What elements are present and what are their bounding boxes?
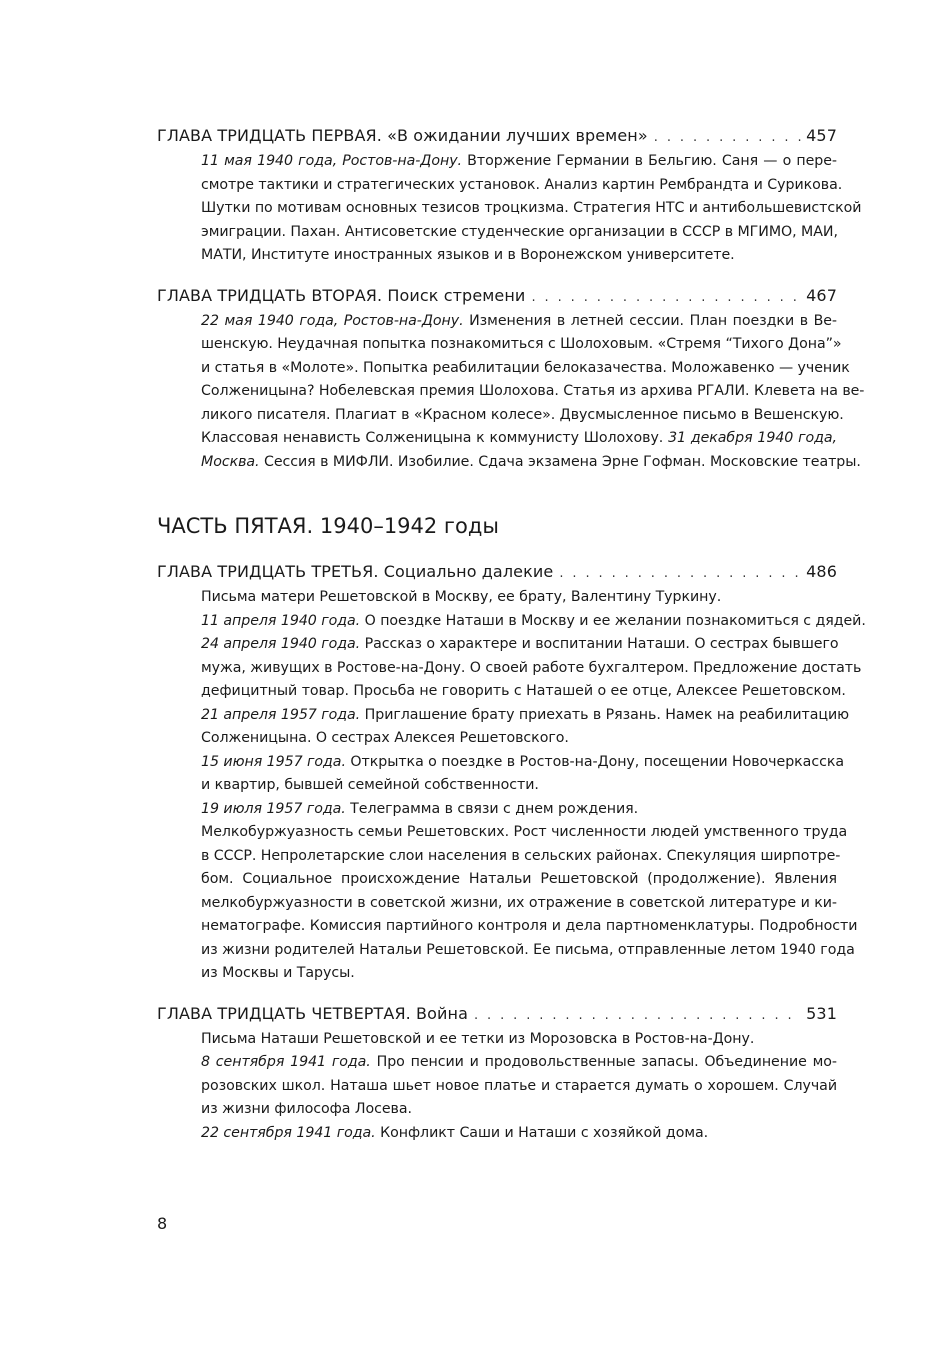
- part-heading: [157, 512, 837, 540]
- chapter-heading: ГЛАВА ТРИДЦАТЬ ПЕРВАЯ. «В ожидании лучших времен»: [157, 126, 648, 145]
- summary-line: [201, 798, 837, 822]
- summary-text: из жизни философа Лосева.: [201, 1101, 412, 1117]
- summary-line: [201, 310, 837, 334]
- summary-line: [201, 680, 846, 704]
- summary-line: [201, 1051, 837, 1075]
- summary-line: [201, 845, 841, 869]
- toc-entry: [157, 560, 866, 986]
- summary-line: [201, 1122, 837, 1146]
- summary-line: [201, 704, 850, 728]
- summary-text: Рассказ о характере и воспитании Наташи. О сестрах бывшего: [360, 636, 839, 652]
- chapter-label: ГЛАВА ТРИДЦАТЬ ТРЕТЬЯ: [157, 562, 374, 581]
- summary-text: мужа, живущих в Ростове-на-Дону. О своей работе бухгалтером. Предложение достать: [201, 659, 862, 676]
- summary-text: Шутки по мотивам основных тезисов троцкизма. Стратегия НТС и антибольшевистской: [201, 200, 862, 216]
- summary-date: 15 июня 1957 года.: [201, 753, 346, 770]
- summary-text: розовских школ. Наташа шьет новое платье и старается думать о хорошем. Случай: [201, 1077, 837, 1094]
- summary-line: [201, 221, 837, 245]
- summary-date: 19 июля 1957 года.: [201, 800, 346, 817]
- chapter-page-number: 486: [806, 562, 837, 581]
- summary-date: 8 сентября 1941 года.: [201, 1054, 371, 1070]
- summary-text: ликого писателя. Плагиат в «Красном колесе». Двусмысленное письмо в Вешенскую.: [201, 406, 844, 423]
- summary-text: и квартир, бывшей семейной собственности.: [201, 777, 539, 793]
- summary-line: [201, 404, 844, 428]
- summary-text: мелкобуржуазности в советской жизни, их отражение в советской литературе и ки-: [201, 894, 837, 911]
- summary-text: и статья в «Молоте». Попытка реабилитации белоказачества. Моложавенко — ученик: [201, 359, 850, 376]
- summary-text: МАТИ, Институте иностранных языков и в Воронежском университете.: [201, 247, 735, 263]
- summary-text: Письма Наташи Решетовской и ее тетки из Морозовска в Ростов-на-Дону.: [201, 1030, 755, 1047]
- toc-entry-heading: [157, 1002, 837, 1028]
- chapter-label: ГЛАВА ТРИДЦАТЬ ЧЕТВЕРТАЯ: [157, 1003, 406, 1023]
- summary-line: [201, 380, 865, 404]
- summary-line: [201, 892, 837, 916]
- chapter-title: Социально далекие: [383, 562, 554, 581]
- summary-text: из Москвы и Тарусы.: [201, 965, 355, 981]
- summary-line: [201, 633, 837, 657]
- summary-line: [201, 197, 862, 221]
- table-of-contents: [157, 124, 866, 1145]
- summary-line: [201, 1098, 837, 1122]
- toc-entry-heading: [157, 284, 837, 310]
- summary-text: Открытка о поездке в Ростов-на-Дону, посещении Новочеркасска: [345, 753, 844, 770]
- chapter-title: «В ожидании лучших времен»: [387, 126, 648, 145]
- summary-line: [201, 333, 842, 357]
- summary-line: [201, 427, 837, 451]
- summary-text: Сессия в МИФЛИ. Изобилие. Сдача экзамена Эрне Гофман. Московские театры.: [259, 453, 861, 470]
- toc-entry: [157, 284, 865, 475]
- chapter-summary: [201, 586, 866, 986]
- summary-date: 11 мая 1940 года, Ростов-на-Дону.: [201, 153, 462, 169]
- toc-entry: [157, 124, 862, 268]
- summary-line: [201, 751, 844, 775]
- summary-text: Солженицына. О сестрах Алексея Решетовского.: [201, 730, 569, 746]
- chapter-summary: [201, 310, 865, 475]
- dot-leader: [474, 1004, 802, 1028]
- summary-date: 22 мая 1940 года, Ростов-на-Дону.: [201, 312, 464, 329]
- summary-line: [201, 962, 837, 986]
- summary-text: Конфликт Саши и Наташи с хозяйкой дома.: [375, 1124, 709, 1141]
- summary-text: Классовая ненависть Солженицына к коммунисту Шолохову.: [201, 430, 669, 446]
- dot-leader: [559, 562, 802, 586]
- dot-leader: [531, 286, 802, 310]
- summary-text: О поездке Наташи в Москву и ее желании познакомиться с дядей.: [360, 612, 866, 629]
- chapters-top: [157, 124, 865, 474]
- summary-text: Вторжение Германии в Бельгию. Саня — о пере-: [462, 153, 838, 169]
- summary-date: Москва.: [201, 453, 260, 470]
- summary-text: нематографе. Комиссия партийного контроля и дела партноменклатуры. Подробности: [201, 918, 858, 934]
- summary-line: [201, 821, 848, 845]
- summary-line: [201, 1028, 837, 1052]
- chapter-heading: ГЛАВА ТРИДЦАТЬ ЧЕТВЕРТАЯ. Война: [157, 1003, 468, 1023]
- summary-text: Про пенсии и продовольственные запасы. Объединение мо-: [370, 1054, 837, 1070]
- summary-text: дефицитный товар. Просьба не говорить с Наташей о ее отце, Алексее Решетовском.: [201, 683, 846, 699]
- chapter-label: ГЛАВА ТРИДЦАТЬ ПЕРВАЯ: [157, 126, 377, 145]
- summary-text: в СССР. Непролетарские слои населения в сельских районах. Спекуляция ширпотре-: [201, 847, 841, 864]
- summary-line: [201, 657, 862, 681]
- summary-text: Солженицына? Нобелевская премия Шолохова. Статья из архива РГАЛИ. Клевета на ве-: [201, 383, 865, 399]
- toc-entry-heading: [157, 124, 837, 150]
- summary-line: [201, 174, 843, 198]
- toc-entry-heading: [157, 560, 837, 586]
- chapter-page-number: 457: [806, 126, 837, 145]
- summary-text: шенскую. Неудачная попытка познакомиться с Шолоховым. «Стремя “Тихого Дона”»: [201, 336, 842, 352]
- chapter-page-number: 531: [806, 1003, 837, 1023]
- summary-line: [201, 1075, 837, 1099]
- summary-text: Письма матери Решетовской в Москву, ее брату, Валентину Туркину.: [201, 589, 722, 605]
- chapter-heading: ГЛАВА ТРИДЦАТЬ ТРЕТЬЯ. Социально далекие: [157, 562, 554, 581]
- part-years: 1940–1942 годы: [319, 514, 499, 538]
- summary-line: [201, 727, 837, 751]
- part-title: [157, 512, 837, 540]
- summary-line: [201, 774, 837, 798]
- chapter-title: Поиск стремени: [387, 285, 526, 305]
- chapter-label: ГЛАВА ТРИДЦАТЬ ВТОРАЯ: [157, 285, 377, 305]
- chapter-title: Война: [416, 1003, 468, 1023]
- summary-text: бом. Социальное происхождение Натальи Решетовской (продолжение). Явления: [201, 871, 837, 887]
- summary-line: [201, 868, 837, 892]
- summary-line: [201, 244, 837, 268]
- summary-text: Приглашение брату приехать в Рязань. Намек на реабилитацию: [360, 706, 850, 723]
- chapters-bottom: [157, 560, 866, 1145]
- part-label: ЧАСТЬ ПЯТАЯ.: [157, 514, 314, 538]
- summary-text: Мелкобуржуазность семьи Решетовских. Рост численности людей умственного труда: [201, 824, 848, 840]
- summary-line: [201, 357, 850, 381]
- summary-line: [201, 451, 861, 475]
- summary-text: Изменения в летней сессии. План поездки в Ве-: [463, 312, 837, 329]
- summary-text: смотре тактики и стратегических установок. Анализ картин Рембрандта и Сурикова.: [201, 176, 843, 193]
- summary-date: 24 апреля 1940 года.: [201, 636, 361, 652]
- summary-date: 22 сентября 1941 года.: [201, 1124, 376, 1141]
- chapter-heading: ГЛАВА ТРИДЦАТЬ ВТОРАЯ. Поиск стремени: [157, 285, 526, 305]
- chapter-summary: [201, 1028, 837, 1146]
- page-number: 8: [157, 1214, 168, 1233]
- summary-line: [201, 610, 866, 634]
- summary-text: эмиграции. Пахан. Антисоветские студенческие организации в СССР в МГИМО, МАИ,: [201, 223, 838, 240]
- summary-line: [201, 939, 855, 963]
- toc-entry: [157, 1002, 837, 1146]
- summary-date: 11 апреля 1940 года.: [201, 612, 361, 629]
- summary-text: из жизни родителей Натальи Решетовской. Ее письма, отправленные летом 1940 года: [201, 941, 855, 958]
- summary-date: 31 декабря 1940 года,: [668, 430, 837, 446]
- summary-line: [201, 586, 837, 610]
- dot-leader: [654, 126, 802, 150]
- summary-text: Телеграмма в связи с днем рождения.: [345, 800, 639, 817]
- chapter-page-number: 467: [806, 285, 837, 305]
- chapter-summary: [201, 150, 862, 268]
- summary-line: [201, 915, 858, 939]
- summary-line: [201, 150, 837, 174]
- summary-date: 21 апреля 1957 года.: [201, 706, 361, 723]
